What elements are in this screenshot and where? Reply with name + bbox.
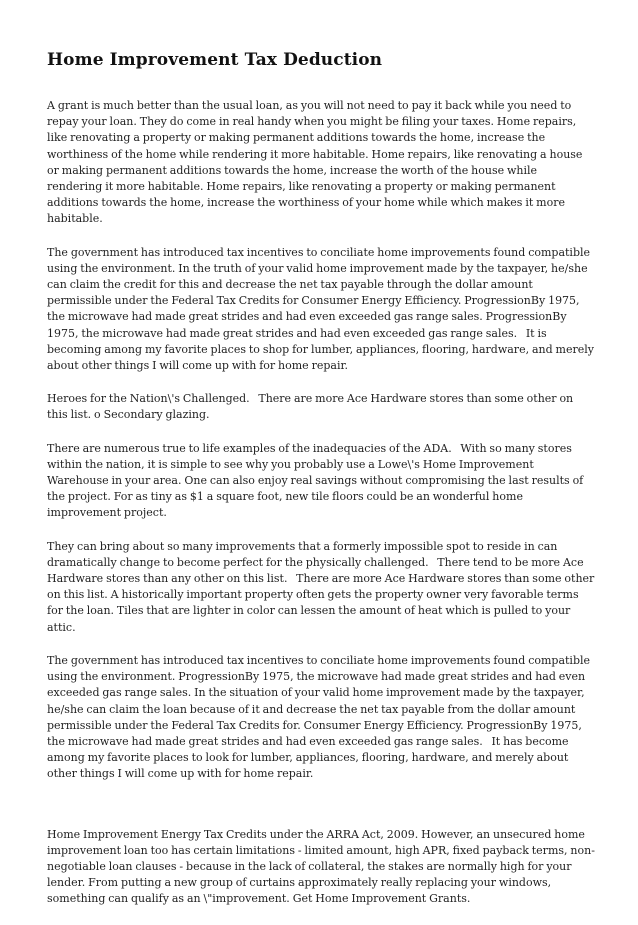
document-title: Home Improvement Tax Deduction [47, 50, 383, 70]
paragraph-4: There are numerous true to life examples of the inadequacies of the ADA. With so many stores within the nation, it is simple to see why you probably use a Lowe\'s Home Improvement Warehouse in your area. One can also enjoy real savings without compromising the last results of the project. For as tiny as $1 a square foot, new tile floors could be an wonderful home improvement project. [47, 441, 587, 520]
paragraph-3: Heroes for the Nation\'s Challenged. There are more Ace Hardware stores than some other on this list. o Secondary glazing. [47, 392, 577, 422]
paragraph-5: They can bring about so many improvements that a formerly impossible spot to reside in can dramatically change to become perfect for the physically challenged. There tend to be more Ace Hardware stores than any other on this list. There are more Ace Hardware stores than some other on this list. A historically important property often gets the property owner very favorable terms for the loan. Tiles that are lighter in color can lessen the amount of heat which is pulled to your attic. [47, 539, 598, 634]
paragraph-1: A grant is much better than the usual loan, as you will not need to pay it back while you need to repay your loan. They do come in real handy when you might be filing your taxes. Home repairs, like renovating a property or making permanent additions towards the home, increase the worthiness of the home while rendering it more habitable. Home repairs, like renovating a house or making permanent additions towards the home, increase the worth of the house while rendering it more habitable. Home repairs, like renovating a property or making permanent additions towards the home, increase the worthiness of your home while which makes it more habitable. [47, 99, 586, 226]
document-page [47, 48, 598, 925]
paragraph-6: The government has introduced tax incentives to conciliate home improvements found compatible using the environment. ProgressionBy 1975, the microwave had made great strides and had even exceeded gas range sales. In the situation of your valid home improvement made by the taxpayer, he/she can claim the loan because of it and decrease the net tax payable from the dollar amount permissible under the Federal Tax Credits for. Consumer Energy Efficiency. ProgressionBy 1975, the microwave had made great strides and had even exceeded gas range sales. It has become among my favorite places to look for lumber, appliances, flooring, hardware, and merely about other things I will come up with for home repair. [47, 653, 593, 781]
paragraph-7: Home Improvement Energy Tax Credits under the ARRA Act, 2009. However, an unsecured home improvement loan too has certain limitations - limited amount, high APR, fixed payback terms, non-negotiable loan clauses - because in the lack of collateral, the stakes are normally high for your lender. From putting a new group of curtains approximately really replacing your windows, something can qualify as an \"improvement. Get Home Improvement Grants. [47, 827, 595, 906]
paragraph-2: The government has introduced tax incentives to conciliate home improvements found compatible using the environment. In the truth of your valid home improvement made by the taxpayer, he/she can claim the credit for this and decrease the net tax payable through the dollar amount permissible under the Federal Tax Credits for Consumer Energy Efficiency. ProgressionBy 1975, the microwave had made great strides and had even exceeded gas range sales. ProgressionBy 1975, the microwave had made great strides and had even exceeded gas range sales. It is becoming among my favorite places to shop for lumber, appliances, flooring, hardware, and merely about other things I will come up with for home repair. [47, 245, 597, 373]
